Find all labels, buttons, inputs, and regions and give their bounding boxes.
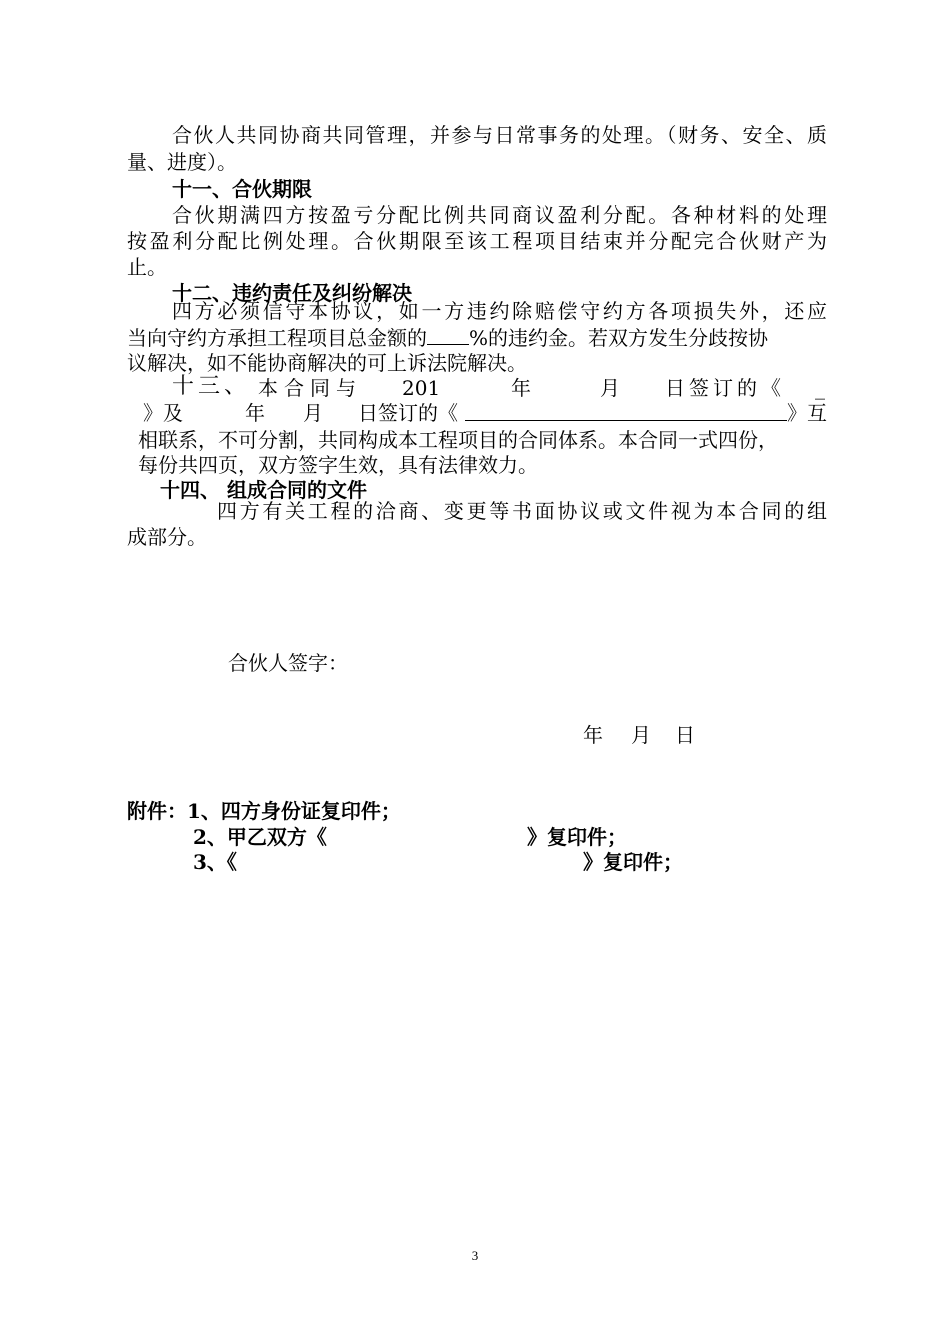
attachments-item-2 xyxy=(193,824,893,850)
para-10-line-2: 量、进度）。 xyxy=(127,150,237,174)
attachment-3-pre: 3、《 xyxy=(193,850,237,874)
section-12-line-2-post: %的违约金。若双方发生分歧按协 xyxy=(469,326,769,350)
section-14-heading: 十四、 组成合同的文件 xyxy=(160,478,367,502)
date-day: 日 xyxy=(675,723,695,747)
contract-name-blank xyxy=(465,400,787,421)
attachments-item-1 xyxy=(127,798,827,824)
attachment-2-post: 》复印件； xyxy=(527,825,627,849)
attachment-2-pre: 2、甲乙双方《 xyxy=(193,825,327,849)
attachment-1: 1、四方身份证复印件； xyxy=(187,799,401,823)
page-number: 3 xyxy=(471,1248,479,1263)
section-13-l1-f: _ xyxy=(815,376,825,400)
section-12-line-2 xyxy=(127,324,827,351)
section-12-line-1: 四方必须信守本协议，如一方违约除赔偿守约方各项损失外，还应 xyxy=(172,299,827,323)
section-14-line-2: 成部分。 xyxy=(127,525,207,549)
section-13-l1-d: 月 xyxy=(600,376,620,400)
section-13-l1-a: 本合同与 xyxy=(258,376,362,400)
date-month: 月 xyxy=(631,723,651,747)
attachments-item-3 xyxy=(193,849,893,875)
para-10-line-1: 合伙人共同协商共同管理，并参与日常事务的处理。（财务、安全、质 xyxy=(172,123,827,147)
section-13-l2-e: 》互 xyxy=(787,401,827,425)
section-13-l1-c: 年 xyxy=(511,376,531,400)
section-13-line-4: 每份共四页，双方签字生效，具有法律效力。 xyxy=(138,453,538,477)
section-11-line-2: 按盈利分配比例处理。合伙期限至该工程项目结束并分配完合伙财产为 xyxy=(127,229,827,253)
date-year: 年 xyxy=(583,723,603,747)
section-13-heading: 十三、 xyxy=(172,374,251,399)
section-11-line-3: 止。 xyxy=(127,255,167,279)
section-12-line-2-pre: 当向守约方承担工程项目总金额的 xyxy=(127,326,427,350)
section-13-l2-d: 日签订的《 xyxy=(358,401,458,425)
section-13-l2-c: 月 xyxy=(303,401,323,425)
section-14-line-1: 四方有关工程的洽商、变更等书面协议或文件视为本合同的组 xyxy=(217,499,827,523)
section-12-line-3: 议解决，如不能协商解决的可上诉法院解决。 xyxy=(127,351,527,375)
attachment-3-post: 》复印件； xyxy=(583,850,683,874)
section-13-l2-b: 年 xyxy=(245,401,265,425)
penalty-percent-blank xyxy=(427,324,469,345)
section-12-heading: 十二、违约责任及纠纷解决 xyxy=(172,281,412,305)
section-11-heading: 十一、合伙期限 xyxy=(172,177,312,201)
section-13-l2-a: 》及 xyxy=(143,401,183,425)
attachments-label: 附件： xyxy=(127,799,187,823)
section-11-line-1: 合伙期满四方按盈亏分配比例共同商议盈利分配。各种材料的处理 xyxy=(172,203,827,227)
section-13-l1-b: 201 xyxy=(402,376,441,400)
section-13-line-3: 相联系，不可分割，共同构成本工程项目的合同体系。本合同一式四份， xyxy=(138,428,778,452)
signature-label: 合伙人签字： xyxy=(228,651,348,675)
section-13-l1-e: 日签订的《 xyxy=(665,376,785,400)
